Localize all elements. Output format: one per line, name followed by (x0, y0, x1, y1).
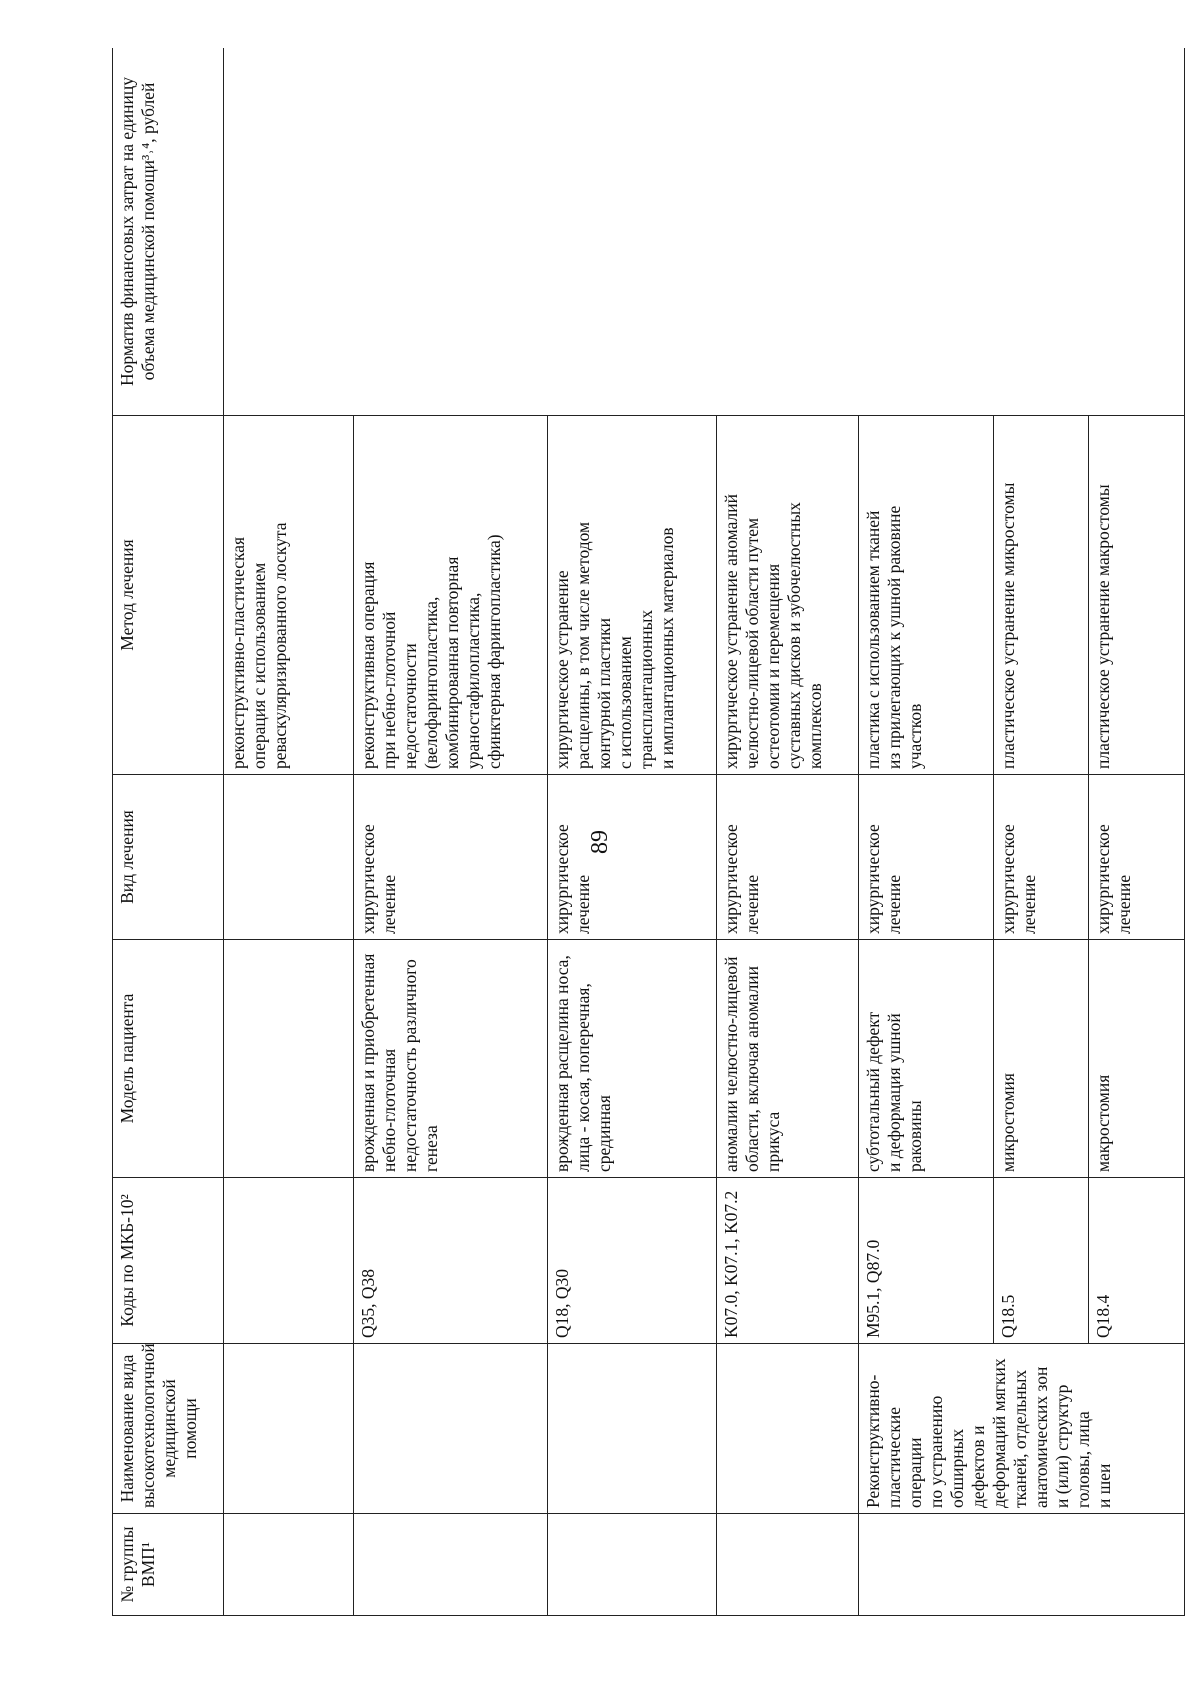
cell-name: Реконструктивно-пластические операции по устранению обширных дефектов и деформаций мягких тканей, отдельных анатомических зон и (или) структур головы, лица и шеи (859, 1344, 1185, 1514)
cell-model: врожденная расщелина носа, лица - косая, поперечная, срединная (548, 940, 716, 1178)
cell-type: хирургическое лечение (548, 775, 716, 940)
cell-group (716, 1514, 858, 1616)
cell-group (224, 1514, 354, 1616)
cell-method: реконструктивная операция при небно-глоточной недостаточности (велофарингопластика, комбинированная повторная ураностафилопластика, сфинктерная фарингопластика) (353, 416, 548, 775)
cell-method: хирургическое устранение аномалий челюстно-лицевой области путем остеотомии и перемещения суставных дисков и зубочелюстных комплексов (716, 416, 858, 775)
header-method: Метод лечения (113, 416, 224, 775)
cell-type: хирургическое лечение (353, 775, 548, 940)
cell-method: хирургическое устранение расщелины, в том числе методом контурной пластики с использованием трансплантационных и имплантационных материалов (548, 416, 716, 775)
cell-type: хирургическое лечение (859, 775, 994, 940)
header-name: Наименование вида высокотехнологичной медицинской помощи (113, 1344, 224, 1514)
cell-model: микростомия (994, 940, 1089, 1178)
cell-codes: K07.0, K07.1, K07.2 (716, 1178, 858, 1344)
cell-method: пластика с использованием тканей из прилегающих к ушной раковине участков (859, 416, 994, 775)
cell-model (224, 940, 354, 1178)
cell-name (548, 1344, 716, 1514)
cell-method: пластическое устранение макростомы (1089, 416, 1185, 775)
cell-codes: M95.1, Q87.0 (859, 1178, 994, 1344)
table-row (224, 48, 354, 1616)
cell-model: врожденная и приобретенная небно-глоточная недостаточность различного генеза (353, 940, 548, 1178)
cell-name (716, 1344, 858, 1514)
cell-type: хирургическое лечение (716, 775, 858, 940)
cell-norm (224, 48, 1185, 416)
cell-group (548, 1514, 716, 1616)
cell-name (353, 1344, 548, 1514)
cell-type (224, 775, 354, 940)
cell-codes: Q18.5 (994, 1178, 1089, 1344)
header-model: Модель пациента (113, 940, 224, 1178)
cell-codes: Q18.4 (1089, 1178, 1185, 1344)
cell-codes: Q35, Q38 (353, 1178, 548, 1344)
cell-group (859, 1514, 1185, 1616)
cell-model: аномалии челюстно-лицевой области, включая аномалии прикуса (716, 940, 858, 1178)
table-container (112, 48, 1185, 1616)
vmp-table (112, 48, 1185, 1616)
cell-name (224, 1344, 354, 1514)
header-treatment-type: Вид лечения (113, 775, 224, 940)
table-header-row (113, 48, 224, 1616)
cell-group (353, 1514, 548, 1616)
cell-type: хирургическое лечение (1089, 775, 1185, 940)
header-group-number: № группы ВМП¹ (113, 1514, 224, 1616)
cell-codes (224, 1178, 354, 1344)
page-number: 89 (587, 830, 613, 854)
cell-model: макростомия (1089, 940, 1185, 1178)
header-codes: Коды по МКБ-10² (113, 1178, 224, 1344)
header-norm: Норматив финансовых затрат на единицу объема медицинской помощи³˒⁴, рублей (113, 48, 224, 416)
cell-model: субтотальный дефект и деформация ушной раковины (859, 940, 994, 1178)
cell-type: хирургическое лечение (994, 775, 1089, 940)
cell-method: реконструктивно-пластическая операция с использованием реваскуляризированного лоскута (224, 416, 354, 775)
cell-method: пластическое устранение микростомы (994, 416, 1089, 775)
cell-codes: Q18, Q30 (548, 1178, 716, 1344)
